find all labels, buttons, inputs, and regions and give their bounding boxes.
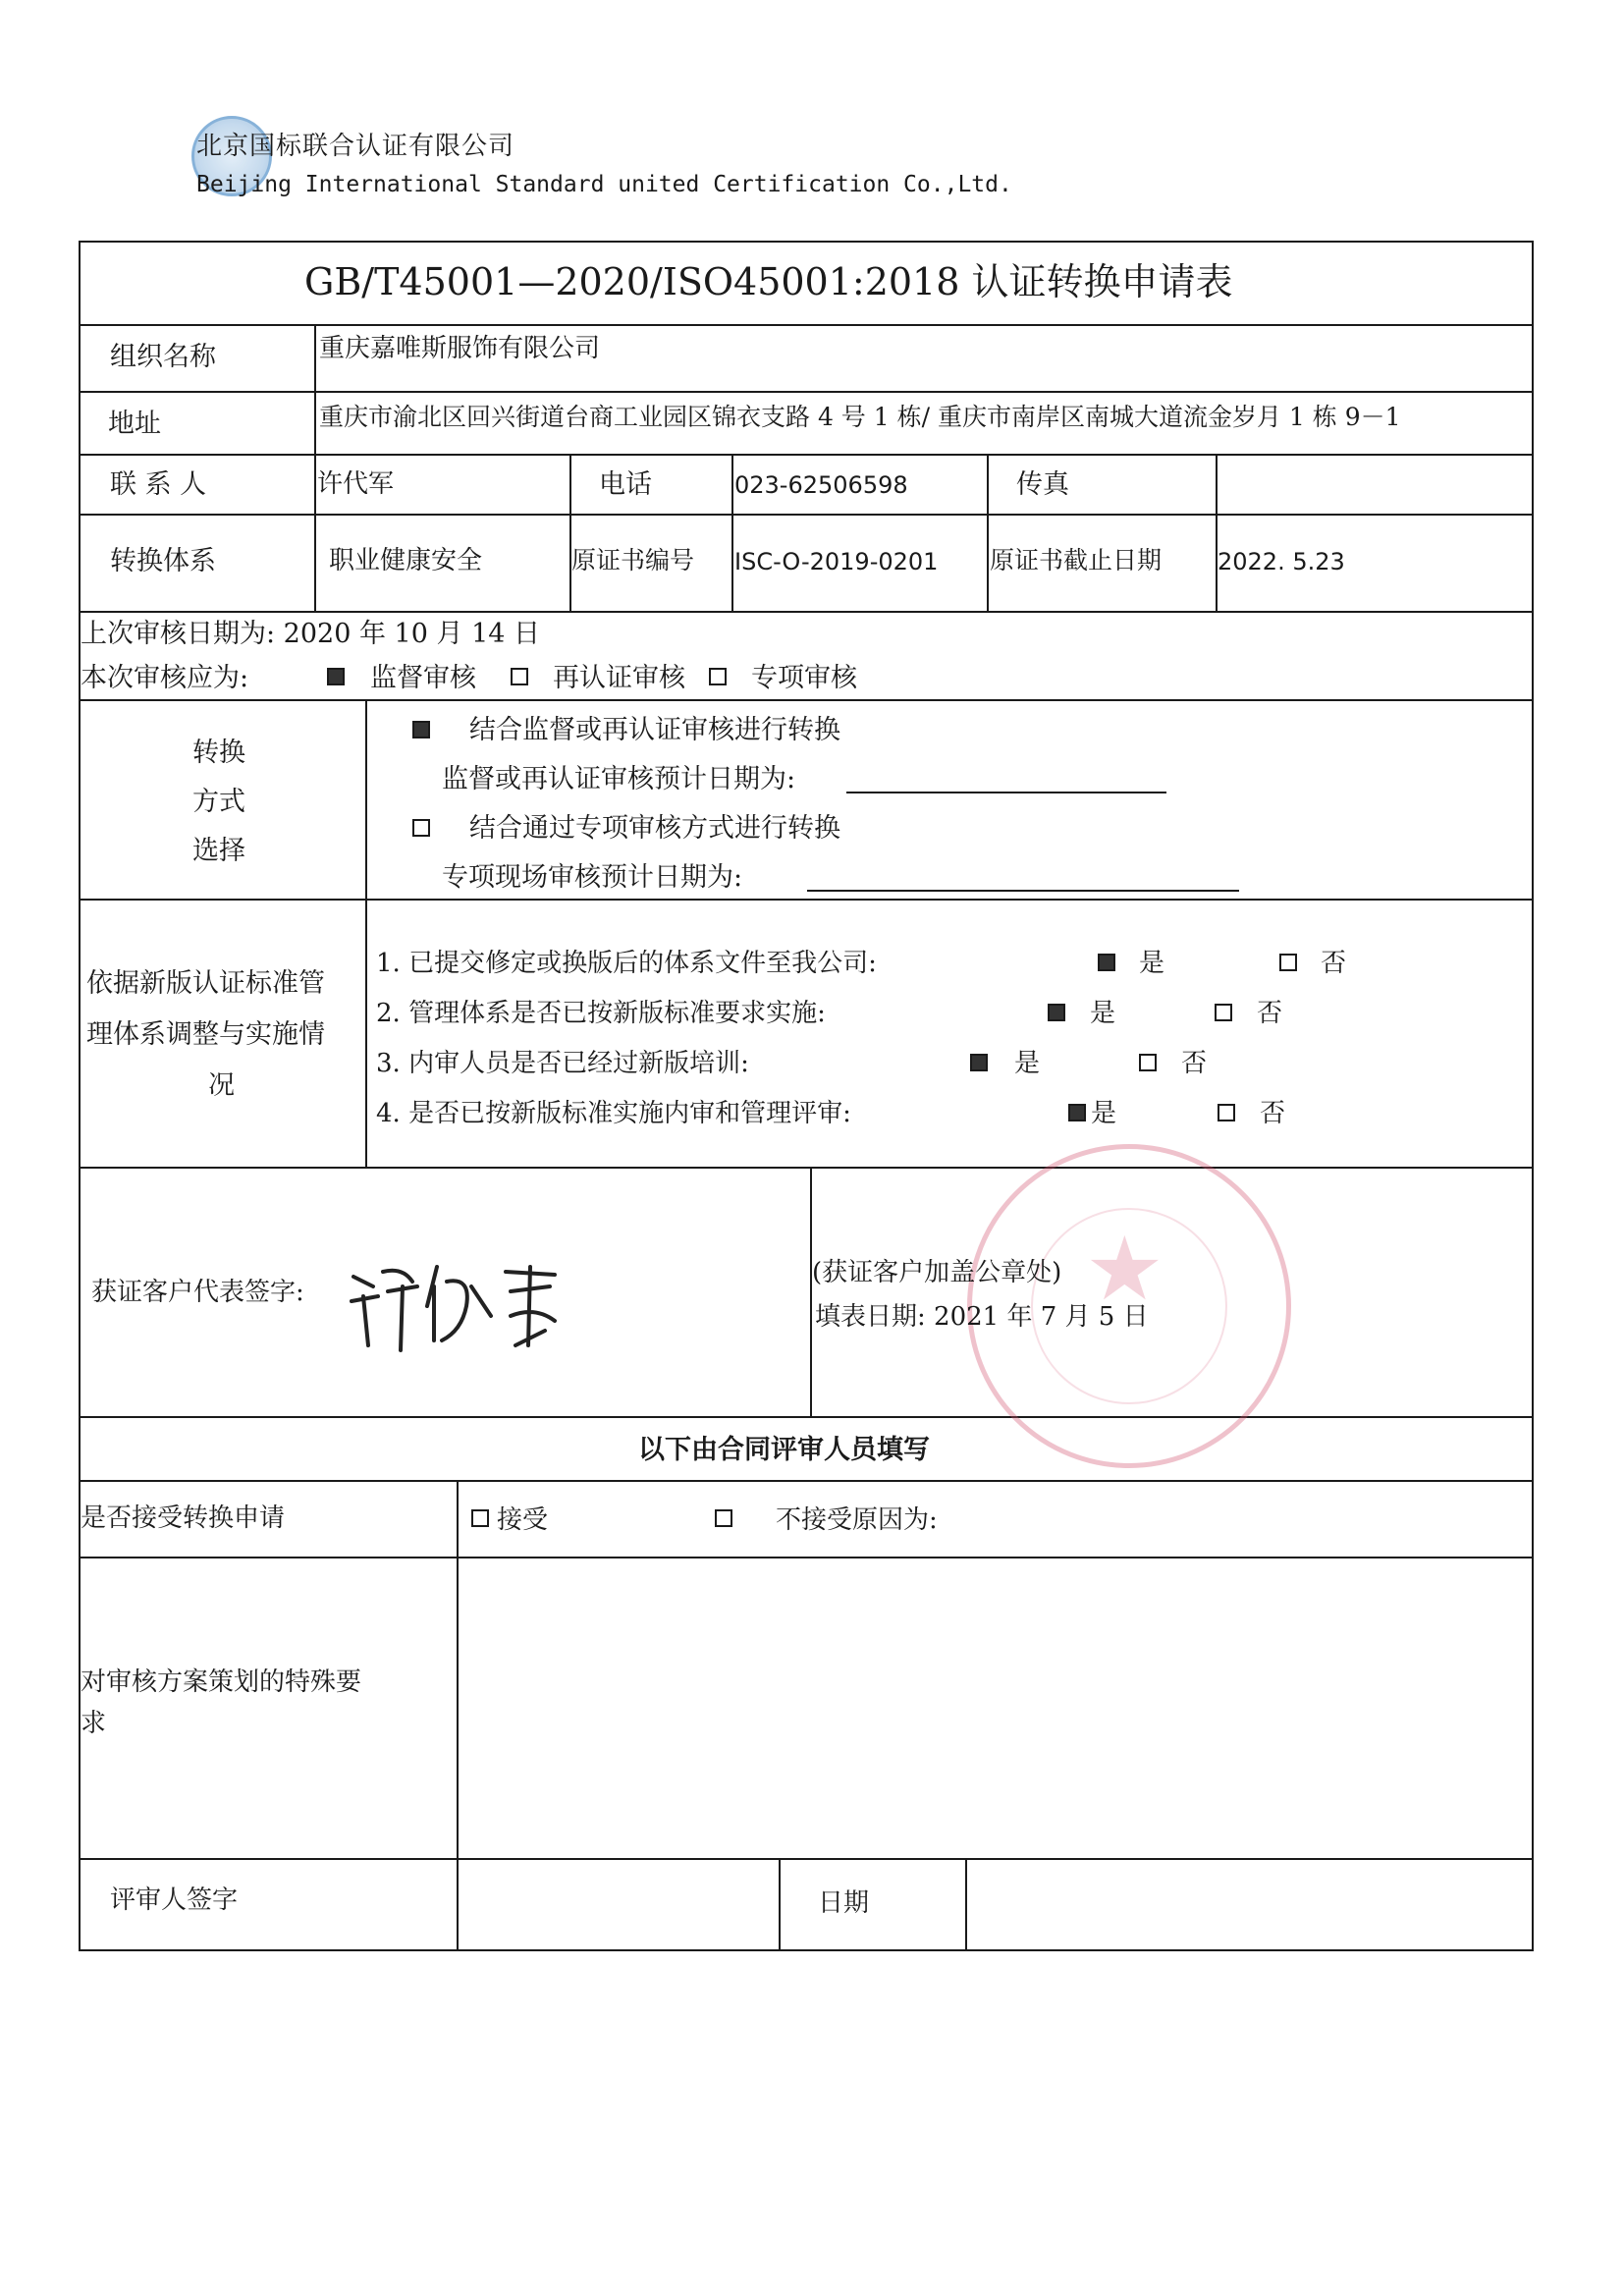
audit-option-checkbox[interactable]: [511, 668, 528, 685]
rule: [79, 1858, 1532, 1860]
status-no-label: 否: [1321, 949, 1347, 978]
status-no-label: 否: [1181, 1049, 1208, 1078]
rule: [987, 454, 989, 611]
contact-value: 许代军: [317, 469, 395, 499]
status-question: 1. 已提交修定或换版后的体系文件至我公司:: [376, 949, 877, 978]
seal-star-icon: ★: [1085, 1218, 1164, 1321]
status-yes-label: 是: [1091, 1099, 1117, 1128]
rule: [731, 454, 733, 611]
status-no-checkbox[interactable]: [1218, 1104, 1235, 1121]
fax-label: 传真: [1016, 469, 1069, 500]
review-date-field[interactable]: [970, 1862, 1528, 1946]
rule: [79, 611, 1532, 613]
address-label: 地址: [108, 409, 161, 439]
expiry-label: 原证书截止日期: [990, 546, 1163, 574]
company-name-cn: 北京国标联合认证有限公司: [196, 132, 515, 161]
date-blank-line[interactable]: [807, 890, 1239, 892]
status-yes-label: 是: [1090, 999, 1116, 1028]
rule: [79, 324, 1532, 326]
system-value: 职业健康安全: [329, 546, 483, 575]
accept-checkbox[interactable]: [471, 1509, 489, 1527]
status-label-line: 依据新版认证标准管: [86, 968, 325, 999]
review-heading: 以下由合同评审人员填写: [638, 1435, 930, 1465]
rule: [79, 514, 1532, 516]
org-name-value: 重庆嘉唯斯服饰有限公司: [319, 334, 601, 363]
handwritten-signature: [344, 1247, 569, 1355]
rule: [79, 699, 1532, 701]
status-no-checkbox[interactable]: [1279, 954, 1297, 971]
status-question: 3. 内审人员是否已经过新版培训:: [376, 1049, 749, 1078]
expiry-value: 2022. 5.23: [1218, 548, 1345, 575]
phone-label: 电话: [599, 469, 652, 500]
rule: [79, 1557, 1532, 1558]
status-yes-checkbox[interactable]: [970, 1054, 988, 1071]
reject-option: 不接受原因为:: [776, 1505, 938, 1535]
reviewer-label: 评审人签字: [110, 1886, 239, 1915]
status-yes-checkbox[interactable]: [1098, 954, 1115, 971]
rule: [79, 454, 1532, 456]
audit-option-checkbox[interactable]: [709, 668, 727, 685]
audit-option-checkbox[interactable]: [327, 668, 345, 685]
method-label-line: 转换: [192, 738, 245, 768]
status-label-line: 况: [208, 1070, 235, 1101]
status-yes-label: 是: [1139, 949, 1165, 978]
rule: [1216, 454, 1218, 611]
rule: [569, 454, 571, 611]
date-blank-line[interactable]: [846, 792, 1166, 793]
rule: [365, 699, 367, 1167]
status-question: 4. 是否已按新版标准实施内审和管理评审:: [376, 1099, 851, 1128]
cert-no-value: ISC-O-2019-0201: [734, 548, 939, 575]
last-audit-date: 上次审核日期为: 2020 年 10 月 14 日: [81, 619, 541, 649]
method-option-1-date-label: 监督或再认证审核预计日期为:: [442, 764, 796, 794]
status-no-checkbox[interactable]: [1139, 1054, 1157, 1071]
accept-option: 接受: [497, 1505, 549, 1535]
special-req-label-line: 对审核方案策划的特殊要: [81, 1667, 362, 1697]
status-question: 2. 管理体系是否已按新版标准要求实施:: [376, 999, 826, 1028]
rule: [79, 899, 1532, 901]
rule: [79, 1480, 1532, 1482]
rule: [79, 1416, 1532, 1418]
address-value: 重庆市渝北区回兴街道台商工业园区锦衣支路 4 号 1 栋/ 重庆市南岸区南城大道流金岁月 1 栋 9－1: [319, 403, 1401, 431]
reject-checkbox[interactable]: [715, 1509, 732, 1527]
audit-option-label: 专项审核: [751, 663, 857, 693]
review-date-label: 日期: [818, 1888, 870, 1918]
audit-option-label: 再认证审核: [553, 663, 685, 693]
phone-value: 023-62506598: [734, 471, 908, 499]
form-title: GB/T45001—2020/ISO45001:2018 认证转换申请表: [304, 260, 1233, 303]
method-option-2-date-label: 专项现场审核预计日期为:: [442, 862, 743, 893]
method-option-checkbox[interactable]: [412, 721, 430, 738]
signature-label: 获证客户代表签字:: [91, 1278, 304, 1307]
special-req-input-area[interactable]: [461, 1561, 1527, 1854]
method-label-line: 选择: [192, 836, 245, 866]
rule: [79, 391, 1532, 393]
cert-no-label: 原证书编号: [571, 546, 695, 574]
audit-option-label: 监督审核: [370, 663, 476, 693]
contact-label: 联 系 人: [110, 469, 207, 500]
method-option-2: 结合通过专项审核方式进行转换: [469, 813, 840, 844]
status-no-label: 否: [1260, 1099, 1286, 1128]
reviewer-signature-field[interactable]: [461, 1862, 776, 1946]
rule: [314, 324, 316, 611]
fill-date: 填表日期: 2021 年 7 月 5 日: [815, 1302, 1149, 1332]
seal-placeholder-label: (获证客户加盖公章处): [812, 1258, 1062, 1287]
method-option-1: 结合监督或再认证审核进行转换: [469, 715, 840, 745]
system-label: 转换体系: [110, 546, 216, 576]
this-audit-label: 本次审核应为:: [81, 663, 249, 693]
method-label-line: 方式: [192, 787, 245, 817]
rule: [79, 1167, 1532, 1169]
method-option-checkbox[interactable]: [412, 819, 430, 837]
org-name-label: 组织名称: [110, 342, 216, 372]
rule: [810, 1167, 812, 1416]
status-yes-checkbox[interactable]: [1068, 1104, 1086, 1121]
status-label-line: 理体系调整与实施情: [86, 1019, 325, 1050]
company-name-en: Beijing International Standard united Certification Co.,Ltd.: [196, 172, 1012, 197]
rule: [779, 1858, 781, 1949]
rule: [457, 1480, 459, 1949]
status-no-label: 否: [1257, 999, 1283, 1028]
status-no-checkbox[interactable]: [1215, 1004, 1232, 1021]
accept-label: 是否接受转换申请: [81, 1503, 286, 1533]
status-yes-label: 是: [1014, 1049, 1041, 1078]
status-yes-checkbox[interactable]: [1048, 1004, 1065, 1021]
rule: [965, 1858, 967, 1949]
special-req-label-line: 求: [81, 1709, 107, 1738]
